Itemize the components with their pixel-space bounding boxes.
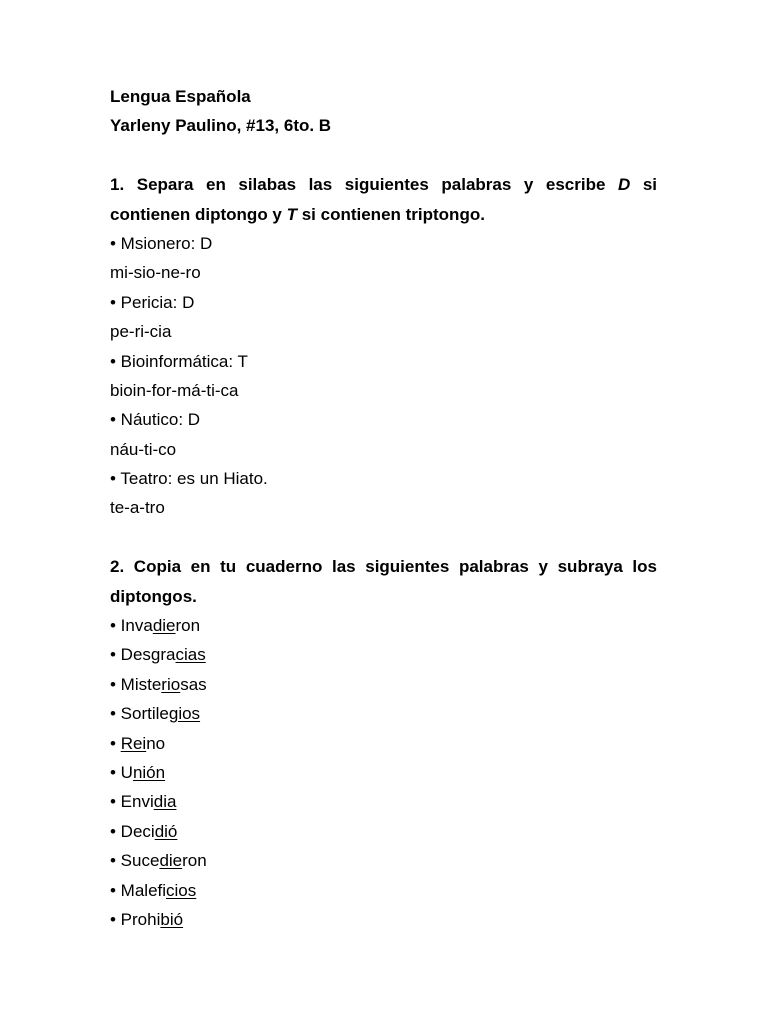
list-item: • Sortilegios (110, 704, 201, 724)
underlined-diphthong: bió (160, 909, 184, 929)
section2-prompt (110, 552, 657, 611)
list-item: • Envidia (110, 792, 177, 812)
list-item: • Msionero: D (110, 233, 213, 253)
diptongo-letter: D (617, 175, 631, 195)
triptongo-letter: T (286, 204, 297, 224)
section2-words (110, 611, 657, 934)
syllable-split: te-a-tro (110, 498, 165, 518)
list-item: • Náutico: D (110, 410, 201, 430)
list-item: • Unión (110, 762, 166, 782)
underlined-diphthong: die (159, 851, 183, 871)
underlined-diphthong: gios (168, 704, 201, 724)
list-item: • Sucedieron (110, 851, 207, 871)
section1-prompt-row2: contienen diptongo y T si contienen triptongo. (110, 204, 485, 224)
section2-prompt-row1: 2. Copia en tu cuaderno las siguientes palabras y subraya los (110, 557, 657, 577)
syllable-split: mi-sio-ne-ro (110, 263, 201, 283)
student-info: Yarleny Paulino, #13, 6to. B (110, 116, 332, 136)
section2-prompt-row2: diptongos. (110, 586, 197, 606)
spacer (110, 523, 657, 552)
underlined-diphthong: cias (175, 645, 206, 665)
spacer (110, 141, 657, 170)
subject-title: Lengua Española (110, 87, 251, 106)
list-item: • Reino (110, 733, 166, 753)
underlined-diphthong: dia (153, 792, 177, 812)
list-item: • Pericia: D (110, 292, 195, 312)
underlined-diphthong: rio (161, 674, 181, 694)
underlined-diphthong: nión (132, 762, 166, 782)
syllable-split: náu-ti-co (110, 439, 177, 459)
list-item: • Desgracias (110, 645, 206, 665)
section1-items (110, 229, 657, 523)
list-item: • Prohibió (110, 909, 184, 929)
underlined-diphthong: dió (154, 821, 178, 841)
list-item: • Teatro: es un Hiato. (110, 469, 268, 489)
list-item: • Invadieron (110, 616, 201, 636)
section1-prompt (110, 170, 657, 229)
syllable-split: pe-ri-cia (110, 322, 172, 342)
list-item: • Misteriosas (110, 674, 207, 694)
underlined-diphthong: Rei (120, 733, 147, 753)
syllable-split: bioin-for-má-ti-ca (110, 380, 239, 400)
underlined-diphthong: die (152, 616, 176, 636)
section1-prompt-row1: 1. Separa en silabas las siguientes palabras y escribe D si (110, 175, 657, 195)
list-item: • Decidió (110, 821, 178, 841)
document-page (110, 82, 657, 934)
list-item: • Maleficios (110, 880, 197, 900)
list-item: • Bioinformática: T (110, 351, 248, 371)
underlined-diphthong: cios (166, 880, 197, 900)
